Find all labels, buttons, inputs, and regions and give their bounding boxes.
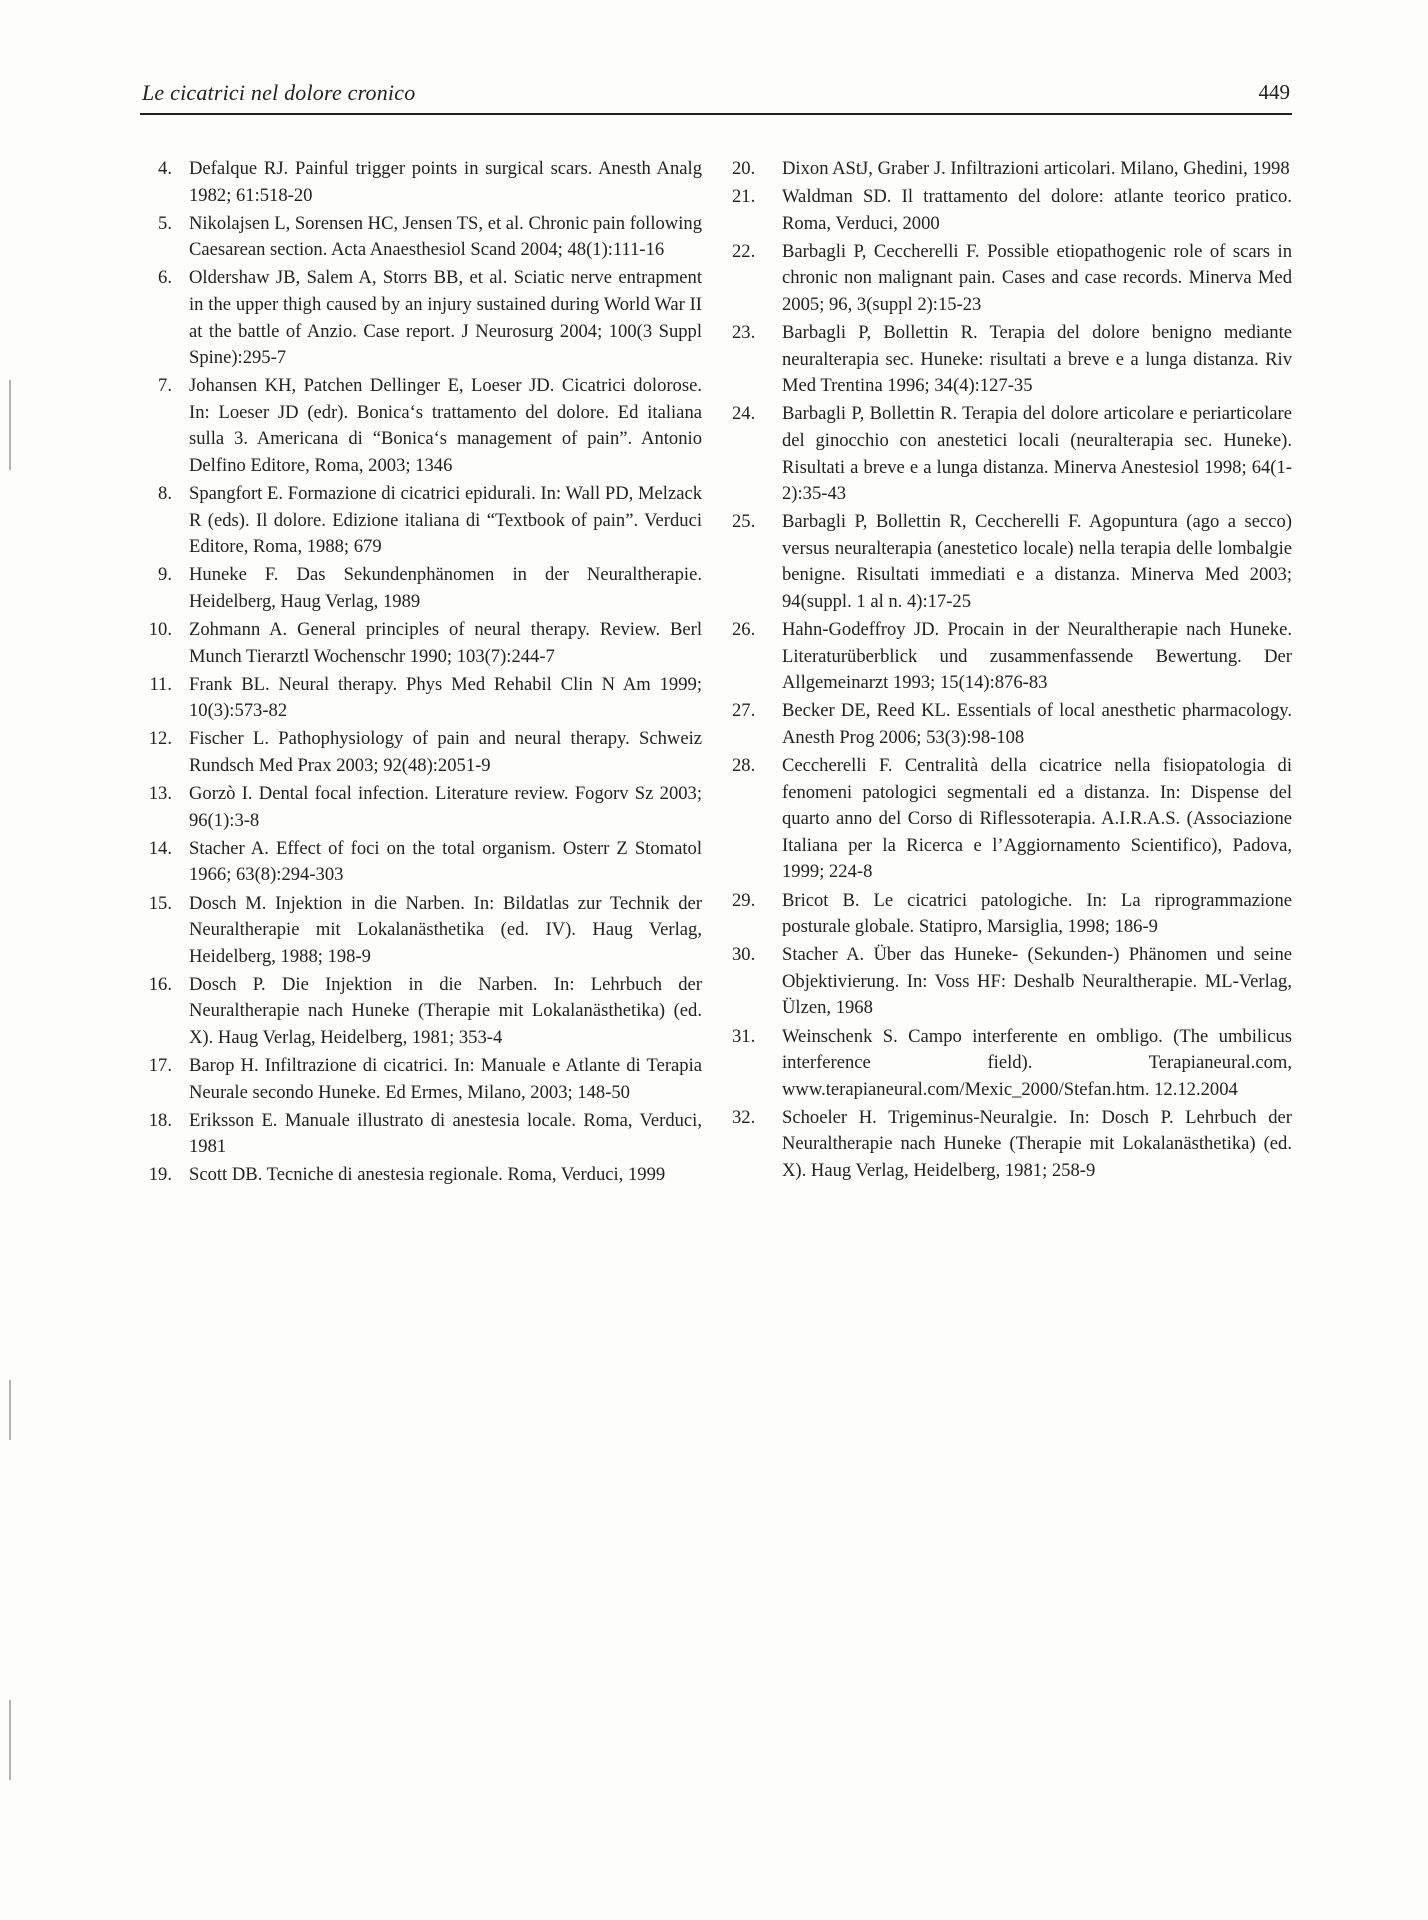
reference-text: Fischer L. Pathophysiology of pain and neural therapy. Schweiz Rundsch Med Prax 2003; 92(48):2051-9 (189, 728, 702, 777)
reference-number: 22. (732, 240, 756, 262)
scan-mark-top (9, 380, 11, 470)
reference-item (732, 1024, 1292, 1104)
reference-item (142, 836, 702, 889)
reference-item (142, 1053, 702, 1106)
reference-number: 10. (148, 619, 172, 641)
reference-item (732, 156, 1292, 183)
reference-number: 12. (148, 728, 172, 750)
reference-text: Dixon AStJ, Graber J. Infiltrazioni articolari. Milano, Ghedini, 1998 (782, 158, 1290, 179)
reference-number: 29. (732, 889, 756, 911)
reference-text: Defalque RJ. Painful trigger points in surgical scars. Anesth Analg 1982; 61:518-20 (189, 158, 702, 206)
scan-mark-bottom (9, 1700, 11, 1780)
reference-number: 6. (158, 267, 172, 289)
reference-item (142, 481, 702, 561)
reference-item (142, 156, 702, 209)
reference-text: Huneke F. Das Sekundenphänomen in der Neuraltherapie. Heidelberg, Haug Verlag, 1989 (189, 564, 702, 612)
running-title: Le cicatrici nel dolore cronico (142, 80, 416, 105)
reference-text: Stacher A. Über das Huneke- (Sekunden-) Phänomen und seine Objektivierung. In: Voss HF: Deshalb Neuraltherapie. ML-Verlag, Ülzen, 1968 (782, 944, 1292, 1019)
reference-text: Schoeler H. Trigeminus-Neuralgie. In: Dosch P. Lehrbuch der Neuraltherapie nach Huneke (Therapie mit Lokalanästhetika) (ed. X). Haug Verlag, Heidelberg, 1981; 258-9 (782, 1106, 1292, 1181)
reference-item (142, 211, 702, 264)
reference-number: 7. (158, 375, 172, 397)
reference-text: Barbagli P, Bollettin R, Ceccherelli F. Agopuntura (ago a secco) versus neuralterapia (anestetico locale) nella terapia delle lombalgie benigne. Risultati immediati e a distanza. Minerva Med 2003; 94(suppl. 1 al n. 4):17-25 (782, 511, 1292, 612)
reference-item (732, 239, 1292, 319)
reference-item (142, 781, 702, 834)
reference-item (732, 698, 1292, 751)
page-number: 449 (1258, 80, 1290, 104)
reference-text: Oldershaw JB, Salem A, Storrs BB, et al. Sciatic nerve entrapment in the upper thigh caused by an injury sustained during World War II at the battle of Anzio. Case report. J Neurosurg 2004; 100(3 Suppl Spine):295-7 (189, 267, 702, 369)
reference-item (732, 888, 1292, 941)
reference-number: 20. (732, 158, 756, 179)
reference-number: 15. (148, 892, 172, 914)
reference-item (142, 265, 702, 371)
reference-number: 18. (148, 1109, 172, 1131)
reference-number: 30. (732, 944, 756, 966)
reference-number: 25. (732, 511, 756, 533)
reference-number: 28. (732, 755, 756, 777)
reference-item (732, 320, 1292, 400)
reference-text: Johansen KH, Patchen Dellinger E, Loeser JD. Cicatrici dolorose. In: Loeser JD (edr). Bonica‘s trattamento del dolore. Ed italiana sulla 3. Americana di “Bonica‘s management of pain”. Antonio Delfino Editore, Roma, 2003; 1346 (189, 375, 702, 477)
reference-number: 27. (732, 700, 756, 722)
reference-text: Ceccherelli F. Centralità della cicatrice nella fisiopatologia di fenomeni patologici segmentali ed a distanza. In: Dispense del quarto anno del Corso di Riflessoterapia. A.I.R.A.S. (Associazione Italiana per la Ricerca e l’Aggiornamento Scientifico), Padova, 1999; 224-8 (782, 755, 1292, 883)
reference-number: 31. (732, 1025, 756, 1047)
reference-item (142, 1108, 702, 1161)
reference-number: 16. (148, 973, 172, 995)
reference-number: 17. (148, 1055, 172, 1077)
reference-text: Spangfort E. Formazione di cicatrici epidurali. In: Wall PD, Melzack R (eds). Il dolore. Edizione italiana di “Textbook of pain”. Verduci Editore, Roma, 1988; 679 (189, 483, 702, 558)
reference-text: Eriksson E. Manuale illustrato di anestesia locale. Roma, Verduci, 1981 (189, 1109, 702, 1158)
reference-text: Weinschenk S. Campo interferente en ombligo. (The umbilicus interference field). Terapianeural.com, www.terapianeural.com/Mexic_2000/Stefan.htm. 12.12.2004 (782, 1025, 1292, 1100)
reference-text: Barbagli P, Bollettin R. Terapia del dolore articolare e periarticolare del ginocchio con anestetici locali (neuralterapia sec. Huneke). Risultati a breve e a lunga distanza. Minerva Anestesiol 1998; 64(1-2):35-43 (782, 403, 1292, 505)
reference-item (142, 562, 702, 615)
references-left-column (142, 156, 702, 1191)
reference-text: Gorzò I. Dental focal infection. Literature review. Fogorv Sz 2003; 96(1):3-8 (189, 783, 702, 831)
reference-number: 9. (158, 564, 172, 586)
reference-number: 11. (149, 673, 172, 695)
reference-item (142, 373, 702, 479)
reference-item (142, 672, 702, 725)
reference-item (732, 401, 1292, 507)
reference-text: Nikolajsen L, Sorensen HC, Jensen TS, et al. Chronic pain following Caesarean section. Acta Anaesthesiol Scand 2004; 48(1):111-16 (189, 212, 702, 261)
reference-text: Stacher A. Effect of foci on the total organism. Osterr Z Stomatol 1966; 63(8):294-303 (189, 837, 702, 886)
reference-item (732, 509, 1292, 615)
reference-text: Frank BL. Neural therapy. Phys Med Rehabil Clin N Am 1999; 10(3):573-82 (189, 673, 702, 722)
reference-text: Becker DE, Reed KL. Essentials of local anesthetic pharmacology. Anesth Prog 2006; 53(3):98-108 (782, 700, 1292, 748)
reference-item (732, 942, 1292, 1022)
reference-item (732, 753, 1292, 886)
reference-number: 23. (732, 322, 756, 344)
reference-text: Scott DB. Tecniche di anestesia regionale. Roma, Verduci, 1999 (189, 1164, 666, 1186)
reference-item (142, 972, 702, 1052)
reference-item (732, 1105, 1292, 1185)
reference-number: 24. (732, 403, 756, 425)
reference-text: Hahn-Godeffroy JD. Procain in der Neuraltherapie nach Huneke. Literaturüberblick und zusammenfassende Bewertung. Der Allgemeinarzt 1993; 15(14):876-83 (782, 619, 1292, 694)
reference-number: 14. (148, 837, 172, 859)
reference-item (732, 617, 1292, 697)
reference-number: 4. (158, 158, 172, 179)
reference-number: 19. (148, 1164, 172, 1186)
reference-text: Bricot B. Le cicatrici patologiche. In: La riprogrammazione posturale globale. Statipro, Marsiglia, 1998; 186-9 (782, 889, 1292, 938)
scan-mark-middle (9, 1380, 11, 1440)
reference-number: 26. (732, 619, 756, 641)
reference-text: Zohmann A. General principles of neural therapy. Review. Berl Munch Tierarztl Wochenschr 1990; 103(7):244-7 (189, 619, 702, 667)
reference-item (142, 891, 702, 971)
reference-text: Dosch M. Injektion in die Narben. In: Bildatlas zur Technik der Neuraltherapie mit Lokalanästhetika (ed. IV). Haug Verlag, Heidelberg, 1988; 198-9 (189, 892, 702, 967)
reference-item (142, 1162, 702, 1189)
reference-text: Dosch P. Die Injektion in die Narben. In: Lehrbuch der Neuraltherapie nach Huneke (Therapie mit Lokalanästhetika) (ed. X). Haug Verlag, Heidelberg, 1981; 353-4 (189, 973, 702, 1048)
reference-number: 21. (732, 186, 756, 208)
reference-number: 13. (148, 783, 172, 805)
header-rule (140, 113, 1292, 115)
reference-number: 5. (158, 212, 172, 234)
reference-item (142, 617, 702, 670)
references-right-column (732, 156, 1292, 1186)
reference-text: Barbagli P, Ceccherelli F. Possible etiopathogenic role of scars in chronic non malignant pain. Cases and case records. Minerva Med 2005; 96, 3(suppl 2):15-23 (782, 240, 1292, 315)
reference-item (142, 726, 702, 779)
reference-item (732, 184, 1292, 237)
reference-text: Barop H. Infiltrazione di cicatrici. In: Manuale e Atlante di Terapia Neurale secondo Huneke. Ed Ermes, Milano, 2003; 148-50 (189, 1055, 702, 1103)
reference-text: Barbagli P, Bollettin R. Terapia del dolore benigno mediante neuralterapia sec. Huneke: risultati a breve e a lunga distanza. Riv Med Trentina 1996; 34(4):127-35 (782, 322, 1292, 397)
reference-text: Waldman SD. Il trattamento del dolore: atlante teorico pratico. Roma, Verduci, 2000 (782, 186, 1292, 234)
reference-number: 8. (158, 483, 172, 505)
reference-number: 32. (732, 1106, 756, 1128)
